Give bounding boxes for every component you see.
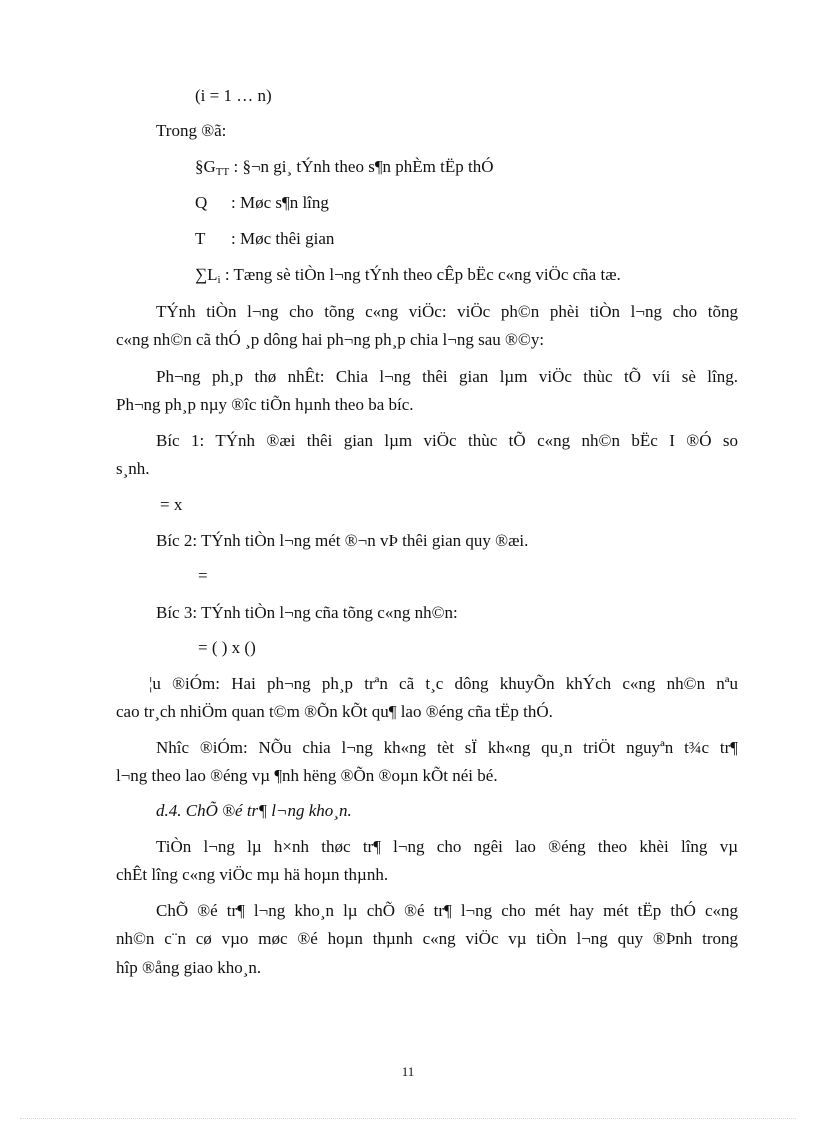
page-number: 11 (401, 1064, 415, 1079)
paragraph-line: hîp ®ång giao kho¸n. (116, 958, 262, 977)
paragraph-line: TÝnh tiÒn l¬ng cho tõng c«ng viÖc: viÖc ph©n phèi tiÒn l¬ng cho tõng (156, 302, 738, 321)
paragraph-line: TiÒn l¬ng lµ h×nh thøc tr¶ l¬ng cho ngêi lao ®éng theo khèi lîng vµ (156, 837, 738, 856)
advantages-line: ¦u ®iÓm: Hai ph¬ng ph¸p trªn cã t¸c dông khuyÕn khÝch c«ng nh©n nªu (149, 674, 738, 693)
step-1-line: Bíc 1: TÝnh ®æi thêi gian lµm viÖc thùc tÕ c«ng nh©n bËc I ®Ó so (156, 431, 738, 450)
definition-unit-price (195, 156, 493, 183)
definition-total-wage (195, 264, 621, 291)
page-bottom-divider (20, 1118, 796, 1119)
paragraph-line: c«ng nh©n cã thÓ ¸p dông hai ph¬ng ph¸p chia l¬ng sau ®©y: (116, 330, 545, 349)
definition-text: : Møc thêi gian (231, 229, 335, 248)
formula-2: = (198, 566, 208, 585)
definition-time (195, 228, 334, 250)
paragraph-line: Ph¬ng ph¸p nµy ®îc tiÕn hµnh theo ba bíc. (116, 395, 414, 414)
symbol-dg: §G (195, 157, 216, 176)
disadvantages-line: Nhîc ®iÓm: NÕu chia l¬ng kh«ng tèt sÏ kh«ng qu¸n triÖt nguyªn t¾c tr¶ (156, 738, 738, 757)
section-heading: d.4. ChÕ ®é tr¶ l¬ng kho¸n. (156, 801, 352, 820)
definition-text: : Møc s¶n lîng (231, 193, 329, 212)
paragraph-line: s¸nh. (116, 459, 150, 478)
formula-3: = ( ) x () (198, 638, 256, 657)
paragraph-line: cao tr¸ch nhiÖm quan t©m ®Õn kÕt qu¶ lao ®éng cña tËp thÓ. (116, 702, 553, 721)
step-3-line: Bíc 3: TÝnh tiÒn l¬ng cña tõng c«ng nh©n: (156, 603, 458, 622)
definition-text: : §¬n gi¸ tÝnh theo s¶n phÈm tËp thÓ (229, 157, 494, 176)
where-label: Trong ®ã: (156, 121, 227, 140)
symbol-sum-l: ∑L (195, 265, 218, 284)
paragraph-line: ChÕ ®é tr¶ l¬ng kho¸n lµ chÕ ®é tr¶ l¬ng cho mét hay mét tËp thÓ c«ng (156, 901, 738, 920)
definition-output (195, 192, 329, 214)
symbol-q: Q (195, 193, 208, 212)
paragraph-line: chÊt lîng c«ng viÖc mµ hä hoµn thµnh. (116, 865, 389, 884)
step-2-line: Bíc 2: TÝnh tiÒn l¬ng mét ®¬n vÞ thêi gian quy ®æi. (156, 531, 529, 550)
formula-1: = x (160, 495, 183, 514)
symbol-t: T (195, 229, 206, 248)
symbol-sum-l-subscript: i (217, 274, 221, 286)
definition-text: : Tæng sè tiÒn l¬ng tÝnh theo cÊp bËc c«ng viÖc cña tæ. (220, 265, 621, 284)
paragraph-line: Ph¬ng ph¸p thø nhÊt: Chia l¬ng thêi gian lµm viÖc thùc tÕ víi sè lîng. (156, 367, 738, 386)
paragraph-line: l¬ng theo lao ®éng vµ ¶nh hëng ®Õn ®oµn kÕt néi bé. (116, 766, 498, 785)
paragraph-line: nh©n c¨n cø vµo møc ®é hoµn thµnh c«ng viÖc vµ tiÒn l¬ng quy ®Þnh trong (116, 929, 738, 948)
symbol-dg-subscript: TT (215, 166, 230, 178)
index-range: (i = 1 … n) (195, 86, 272, 105)
